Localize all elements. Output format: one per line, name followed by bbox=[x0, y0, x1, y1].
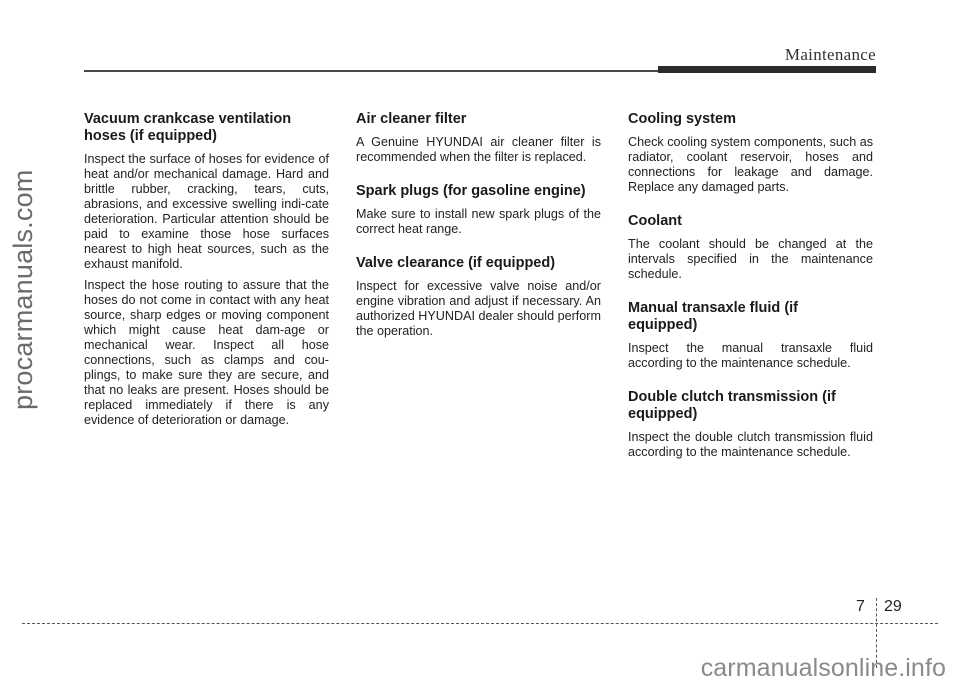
section-paragraph: Make sure to install new spark plugs of the correct heat range. bbox=[356, 207, 601, 236]
section-valve-clearance bbox=[356, 255, 601, 339]
section-paragraph: Inspect the hose routing to assure that the hoses do not come in contact with any heat source, sharp edges or moving component which might cause heat dam-age or mechanical wear. Inspect all hose connections, such as clamps and cou-plings, to make sure they are secure, and that no leaks are present. Hoses should be replaced immediately if there is any evidence of deterioration or damage. bbox=[84, 278, 329, 427]
section-paragraph: Check cooling system components, such as radiator, coolant reservoir, hoses and connections for leakage and damage. Replace any damaged parts. bbox=[628, 135, 873, 194]
section-heading: Manual transaxle fluid (if equipped) bbox=[628, 300, 798, 333]
section-heading: Vacuum crankcase ventilation hoses (if equipped) bbox=[84, 111, 292, 144]
bottom-watermark: carmanualsonline.info bbox=[700, 654, 946, 682]
section-paragraph: Inspect the double clutch transmission fluid according to the maintenance schedule. bbox=[628, 430, 873, 459]
section-heading: Spark plugs (for gasoline engine) bbox=[356, 183, 586, 199]
section-paragraph: Inspect for excessive valve noise and/or engine vibration and adjust if necessary. An authorized HYUNDAI dealer should perform the operation. bbox=[356, 279, 601, 338]
section-heading: Coolant bbox=[628, 213, 682, 229]
section-title: Maintenance bbox=[784, 45, 876, 64]
header-rule-thin bbox=[84, 70, 660, 72]
section-heading: Double clutch transmission (if equipped) bbox=[628, 389, 836, 422]
section-heading: Cooling system bbox=[628, 111, 736, 127]
page-number: 29 bbox=[884, 598, 902, 615]
section-air-cleaner-filter bbox=[356, 111, 601, 165]
section-cooling-system bbox=[628, 111, 873, 195]
section-spark-plugs bbox=[356, 183, 601, 237]
section-crankcase-hoses bbox=[84, 111, 329, 428]
section-coolant bbox=[628, 213, 873, 282]
section-paragraph: Inspect the surface of hoses for evidence of heat and/or mechanical damage. Hard and brittle rubber, cracking, tears, cuts, abrasions, and excessive swelling indi-cate deterioration. Particular attention should be paid to examine those hose surfaces nearest to high heat sources, such as the exhaust manifold. bbox=[84, 152, 329, 271]
column-left bbox=[84, 111, 329, 434]
section-heading: Valve clearance (if equipped) bbox=[356, 255, 556, 271]
section-paragraph: A Genuine HYUNDAI air cleaner filter is recommended when the filter is replaced. bbox=[356, 135, 601, 164]
section-manual-transaxle-fluid bbox=[628, 300, 873, 371]
column-middle bbox=[356, 111, 601, 345]
chapter-number: 7 bbox=[856, 598, 865, 615]
column-right bbox=[628, 111, 873, 466]
section-double-clutch-transmission bbox=[628, 389, 873, 460]
section-heading: Air cleaner filter bbox=[356, 111, 467, 127]
side-watermark: procarmanuals.com bbox=[8, 169, 38, 411]
header-rule-thick bbox=[658, 66, 876, 73]
section-paragraph: The coolant should be changed at the intervals specified in the maintenance schedule. bbox=[628, 237, 873, 281]
footer-rule bbox=[22, 623, 938, 624]
section-paragraph: Inspect the manual transaxle fluid according to the maintenance schedule. bbox=[628, 341, 873, 370]
